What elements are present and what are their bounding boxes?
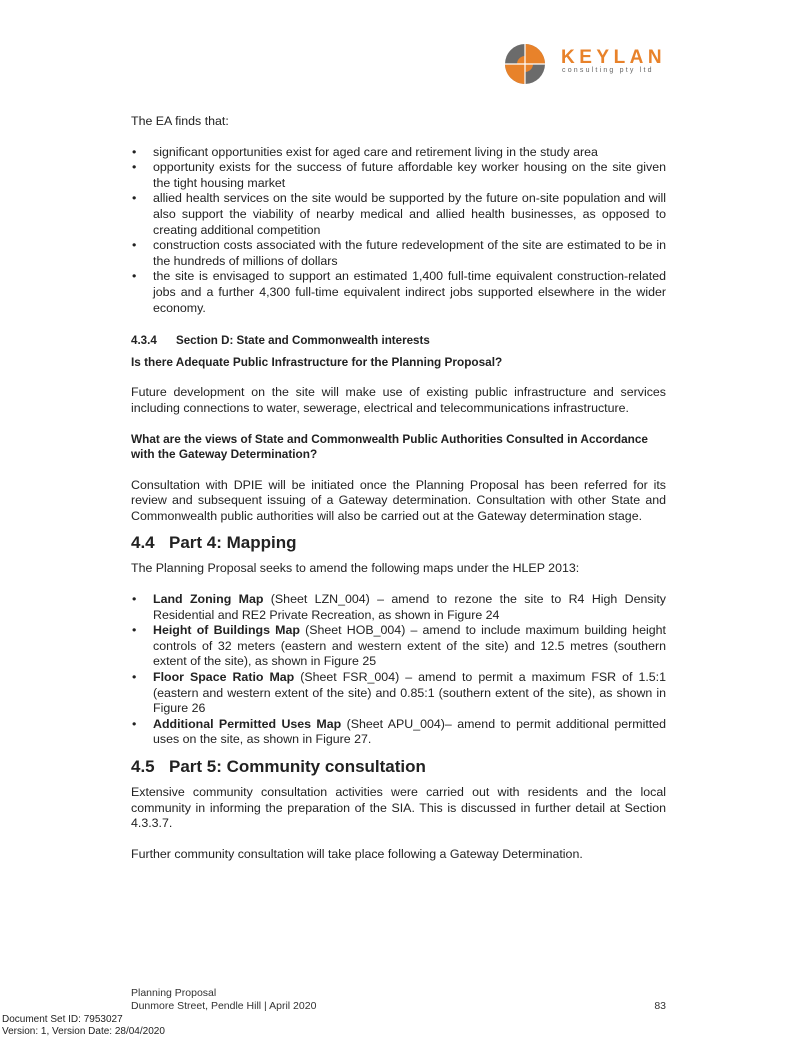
map-name: Height of Buildings Map bbox=[153, 623, 300, 638]
infrastructure-answer: Future development on the site will make use of existing public infrastructure and services including connections to water, sewerage, electrical and telecommunications infrastructure. bbox=[131, 385, 666, 415]
document-stamp bbox=[2, 1014, 165, 1038]
company-logo bbox=[503, 42, 673, 86]
map-description: (Sheet FSR_004) – amend to permit a maximum FSR of 1.5:1 (eastern and western extent of the site) and 0.85:1 (southern extent of the site), as shown in Figure 26 bbox=[153, 670, 667, 716]
map-name: Additional Permitted Uses Map bbox=[153, 716, 342, 731]
section-heading-44 bbox=[131, 533, 666, 553]
list-item bbox=[131, 670, 666, 717]
list-item: • significant opportunities exist for aged care and retirement living in the study area bbox=[131, 145, 666, 161]
section-number: 4.4 bbox=[131, 533, 155, 553]
page-number: 83 bbox=[654, 1000, 666, 1012]
logo-tagline: consulting pty ltd bbox=[562, 67, 654, 74]
footer-doc-subtitle: Dunmore Street, Pendle Hill | April 2020 bbox=[131, 1000, 317, 1012]
logo-mark-icon bbox=[503, 42, 551, 86]
ea-findings-list bbox=[131, 145, 666, 317]
list-item bbox=[131, 717, 666, 748]
authorities-question: What are the views of State and Commonwealth Public Authorities Consulted in Accordance with the Gateway Determination? bbox=[131, 431, 648, 462]
map-description: (Sheet APU_004)– amend to permit additional permitted uses on the site, as shown in Figure 27. bbox=[153, 716, 666, 747]
mapping-intro: The Planning Proposal seeks to amend the following maps under the HLEP 2013: bbox=[131, 561, 580, 576]
section-title: Section D: State and Commonwealth interests bbox=[176, 334, 430, 348]
document-version: Version: 1, Version Date: 28/04/2020 bbox=[2, 1026, 165, 1037]
list-item: • the site is envisaged to support an estimated 1,400 full-time equivalent construction-related jobs and a further 4,300 full-time equivalent indirect jobs supported elsewhere in the wider economy. bbox=[131, 269, 666, 316]
list-item: • construction costs associated with the future redevelopment of the site are estimated to be in the hundreds of millions of dollars bbox=[131, 238, 666, 269]
map-description: (Sheet LZN_004) – amend to rezone the site to R4 High Density Residential and RE2 Private Recreation, as shown in Figure 24 bbox=[153, 592, 666, 622]
section-heading-45 bbox=[131, 757, 666, 777]
list-item: • opportunity exists for the success of future affordable key worker housing on the site given the tight housing market bbox=[131, 160, 666, 191]
ea-intro: The EA finds that: bbox=[131, 114, 229, 128]
authorities-answer: Consultation with DPIE will be initiated once the Planning Proposal has been referred for its review and subsequent issuing of a Gateway determination. Consultation with other State and Commonwealth public authorities will also be carried out at the Gateway determination stage. bbox=[131, 477, 666, 523]
page-body bbox=[131, 114, 666, 862]
map-name: Land Zoning Map bbox=[153, 592, 264, 607]
list-item bbox=[131, 623, 666, 670]
section-title: Part 5: Community consultation bbox=[169, 757, 426, 776]
footer-doc-title: Planning Proposal bbox=[131, 987, 217, 999]
map-name: Floor Space Ratio Map bbox=[153, 670, 295, 685]
mapping-list bbox=[131, 592, 666, 748]
page-footer bbox=[131, 987, 666, 1013]
infrastructure-question: Is there Adequate Public Infrastructure for the Planning Proposal? bbox=[131, 354, 503, 369]
section-title: Part 4: Mapping bbox=[169, 533, 297, 553]
section-heading-434 bbox=[131, 333, 666, 349]
section-number: 4.3.4 bbox=[131, 334, 157, 348]
list-item bbox=[131, 592, 666, 623]
section-number: 4.5 bbox=[131, 757, 155, 776]
map-description: (Sheet HOB_004) – amend to include maximum building height controls of 32 meters (eastern and western extent of the site) and 12.5 metres (southern extent of the site), as shown in Figure 25 bbox=[153, 623, 666, 669]
consultation-paragraph: Extensive community consultation activities were carried out with residents and the local community in informing the preparation of the SIA. This is discussed in further detail at Section 4.3.3.7. bbox=[131, 785, 666, 831]
list-item: • allied health services on the site would be supported by the future on-site population and will also support the viability of nearby medical and allied health businesses, as opposed to creating additional competition bbox=[131, 191, 666, 238]
document-set-id: Document Set ID: 7953027 bbox=[2, 1014, 123, 1025]
consultation-followup: Further community consultation will take place following a Gateway Determination. bbox=[131, 846, 583, 861]
logo-wordmark: KEYLAN bbox=[561, 47, 667, 68]
